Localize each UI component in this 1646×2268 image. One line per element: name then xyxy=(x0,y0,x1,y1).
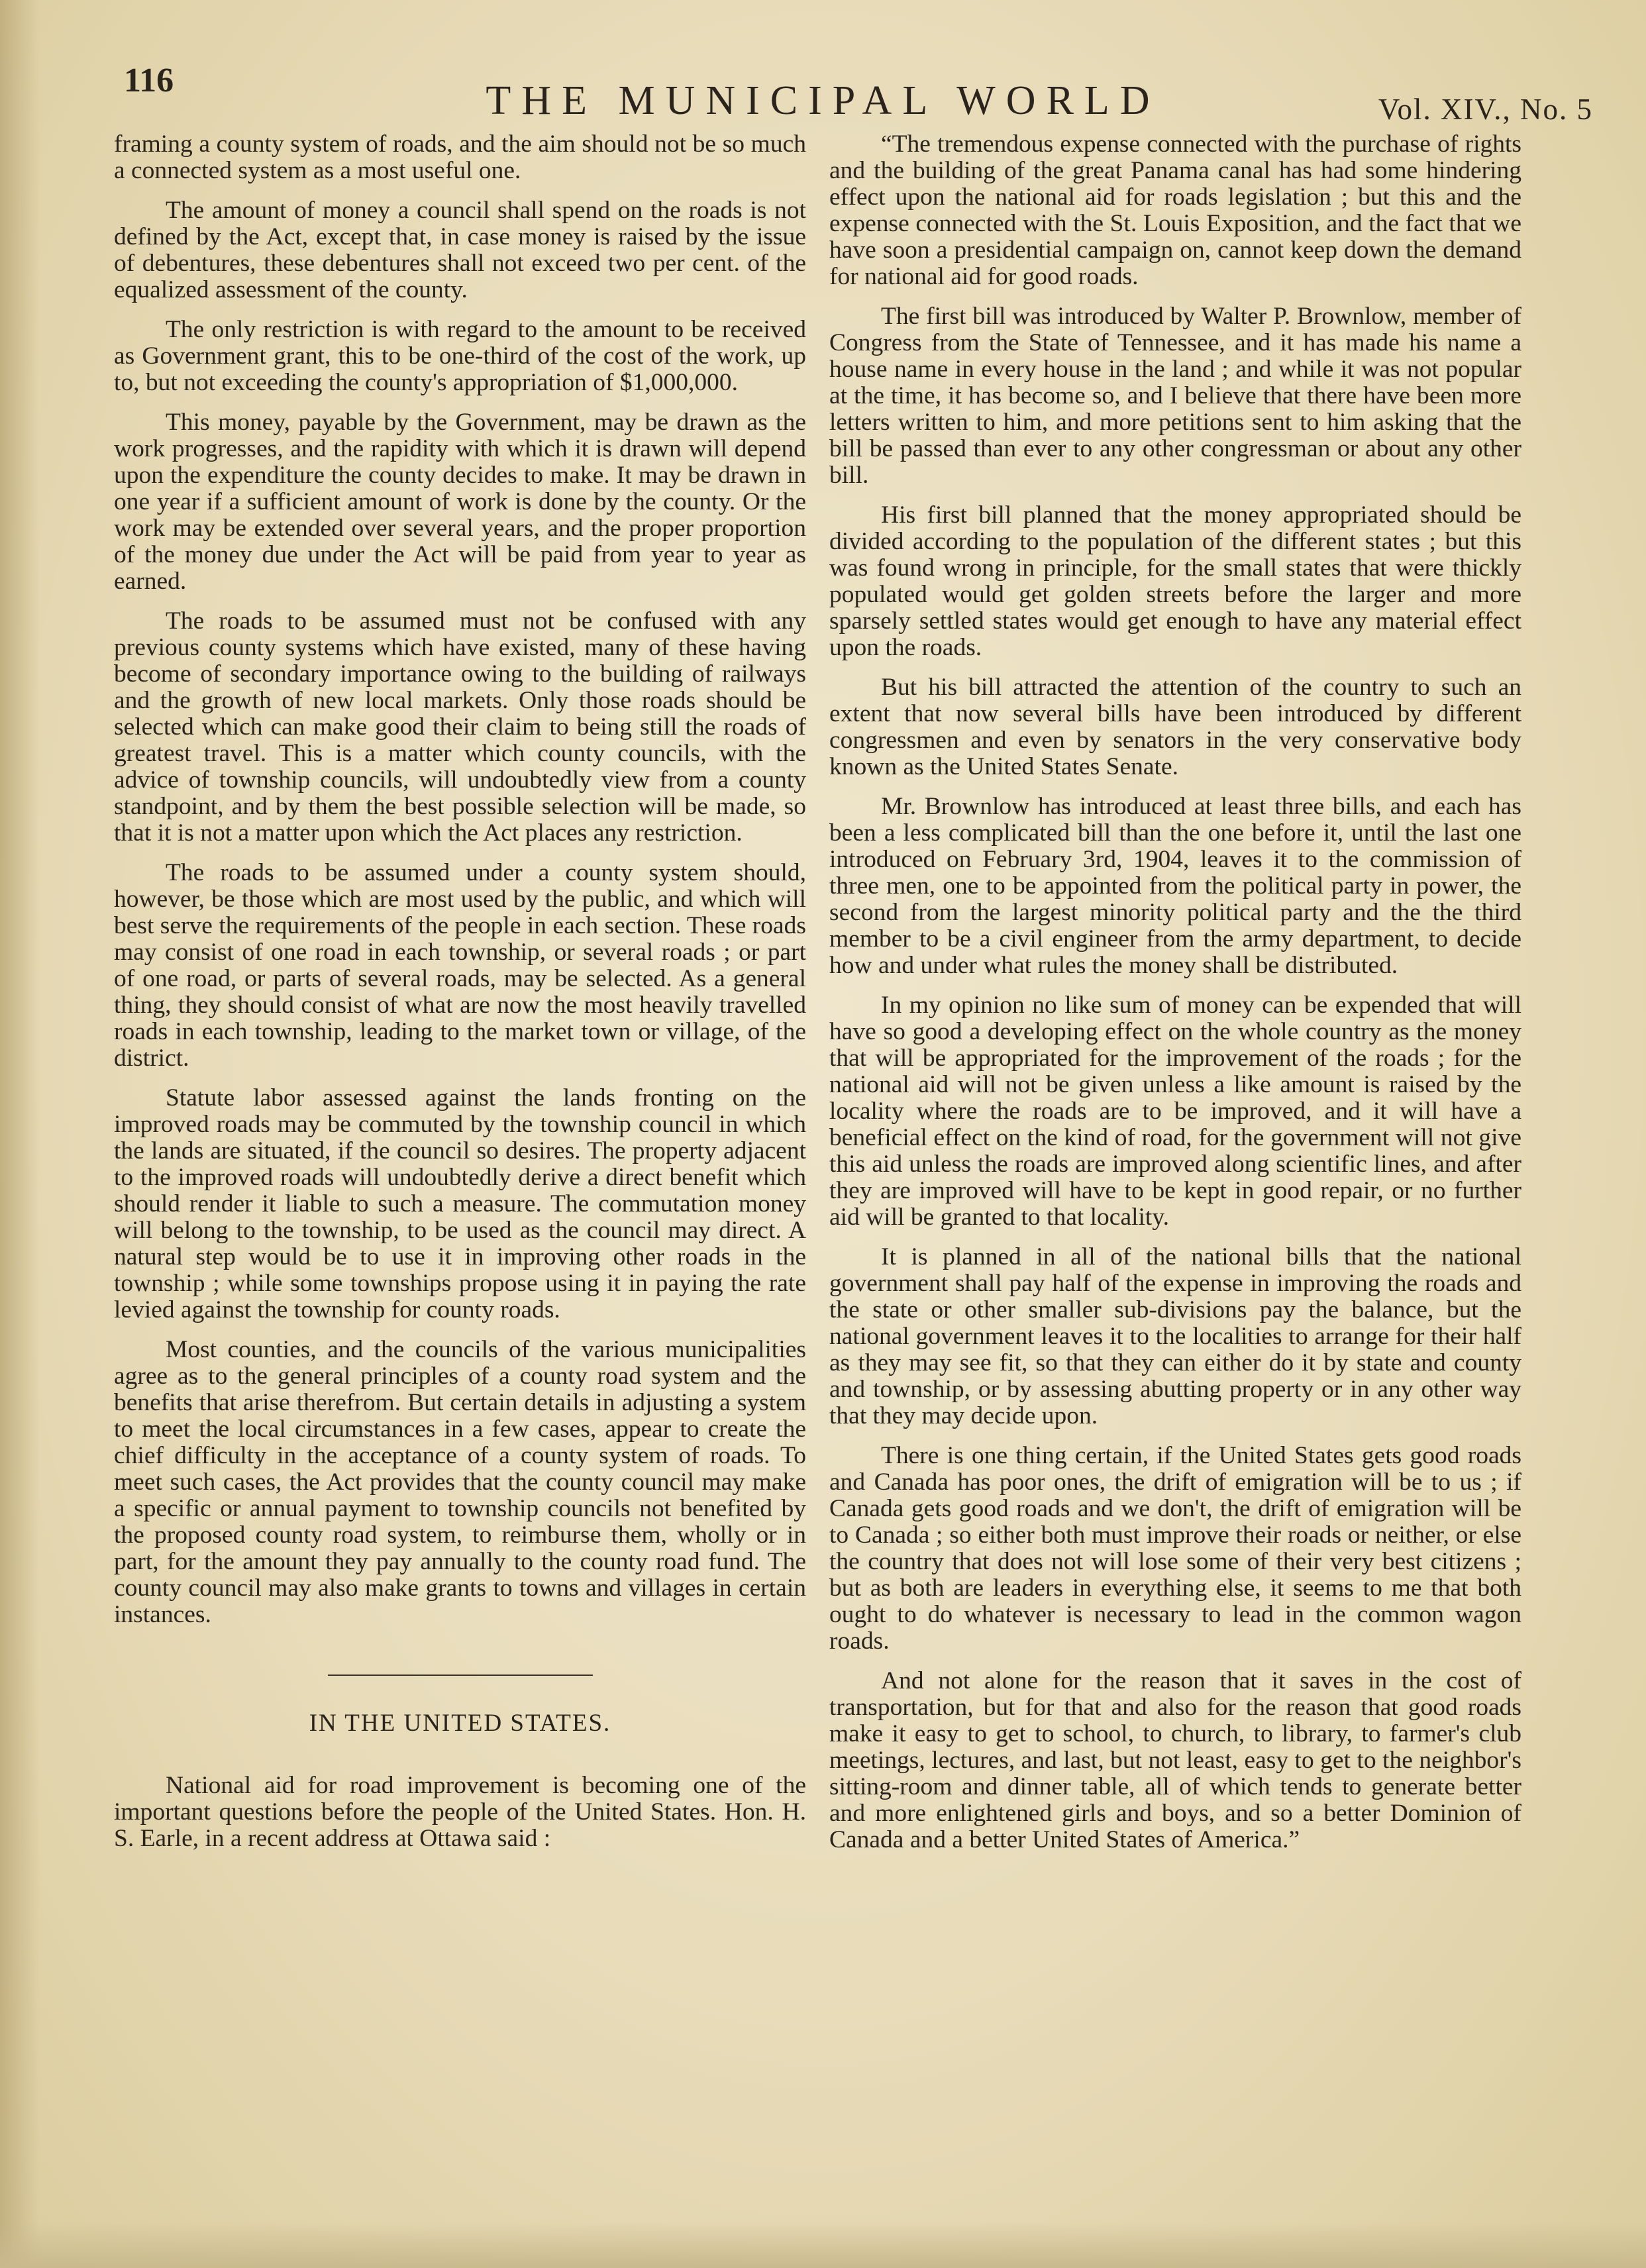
page-number: 116 xyxy=(124,62,174,99)
paragraph: There is one thing certain, if the United States gets good roads and Canada has poor ones, the drift of emigration will be to us ; if Canada gets good roads and we don't, the drift of emigration will be to Canada ; so either both must improve their roads or neither, or else the country that does not will lose some of their very best citizens ; but as both are leaders in everything else, it seems to me that both ought to do whatever is necessary to lead in the common wagon roads. xyxy=(829,1442,1521,1655)
left-column xyxy=(114,131,806,1865)
right-column xyxy=(829,131,1521,1867)
paragraph: Statute labor assessed against the lands fronting on the improved roads may be commuted by the township council in which the lands are situated, if the council so desires. The property adjacent to the improved roads will undoubtedly derive a direct benefit which should render it liable to such a measure. The commutation money will belong to the township, to be used as the council may direct. A natural step would be to use it in improving other roads in the township ; while some townships propose using it in paying the rate levied against the township for county roads. xyxy=(114,1084,806,1323)
section-heading: IN THE UNITED STATES. xyxy=(309,1710,611,1737)
running-title: THE MUNICIPAL WORLD xyxy=(486,78,1160,123)
paragraph: “The tremendous expense connected with the purchase of rights and the building of the great Panama canal has had some hindering effect upon the national aid for roads legislation ; but this and the expense connected with the St. Louis Exposition, and the fact that we have soon a presidential campaign on, cannot keep down the demand for national aid for good roads. xyxy=(829,130,1521,290)
paragraph: Most counties, and the councils of the various municipalities agree as to the general principles of a county road system and the benefits that arise therefrom. But certain details in adjusting a system to meet the local circumstances in a few cases, appear to create the chief difficulty in the acceptance of a county system of roads. To meet such cases, the Act provides that the county council may make a specific or annual payment to township councils not benefited by the proposed county road system, to reimburse them, wholly or in part, for the amount they pay annually to the county road fund. The county council may also make grants to towns and villages in certain instances. xyxy=(114,1336,806,1628)
paragraph: His first bill planned that the money appropriated should be divided according to the population of the different states ; but this was found wrong in principle, for the small states that were thickly populated would get golden streets before the larger and more sparsely settled states would get enough to have any material effect upon the roads. xyxy=(829,501,1521,661)
paragraph: The only restriction is with regard to the amount to be received as Government grant, this to be one-third of the cost of the work, up to, but not exceeding the county's appropriation of $1,000,000. xyxy=(114,316,806,396)
paragraph: Mr. Brownlow has introduced at least three bills, and each has been a less complicated bill than the one before it, until the last one introduced on February 3rd, 1904, leaves it to the commission of three men, one to be appointed from the political party in power, the second from the largest minority political party and the the third member to be a civil engineer from the army department, to decide how and under what rules the money shall be distributed. xyxy=(829,793,1521,979)
paragraph: And not alone for the reason that it saves in the cost of transportation, but for that and also for the reason that good roads make it easy to get to school, to church, to library, to farmer's club meetings, lectures, and last, but not least, easy to get to the neighbor's sitting-room and dinner table, all of which tends to generate better and more enlightened girls and boys, and so a better Dominion of Canada and a better United States of America.” xyxy=(829,1667,1521,1853)
paragraph: National aid for road improvement is becoming one of the important questions before the people of the United States. Hon. H. S. Earle, in a recent address at Ottawa said : xyxy=(114,1772,806,1852)
paragraph: framing a county system of roads, and the aim should not be so much a connected system as a most useful one. xyxy=(114,130,806,184)
paragraph: It is planned in all of the national bills that the national government shall pay half of the expense in improving the roads and the state or other smaller sub-divisions pay the balance, but the national government leaves it to the localities to arrange for their half as they may see fit, so that they can either do it by state and county and township, or by assessing abutting property or in any other way that they may decide upon. xyxy=(829,1243,1521,1429)
paragraph: This money, payable by the Government, may be drawn as the work progresses, and the rapidity with which it is drawn will depend upon the expenditure the county decides to make. It may be drawn in one year if a sufficient amount of work is done by the county. Or the work may be extended over several years, and the proper proportion of the money due under the Act will be paid from year to year as earned. xyxy=(114,409,806,595)
paragraph: But his bill attracted the attention of the country to such an extent that now several bills have been introduced by different congressmen and even by senators in the very conservative body known as the United States Senate. xyxy=(829,674,1521,780)
paragraph: The first bill was introduced by Walter P. Brownlow, member of Congress from the State of Tennessee, and it has made his name a house name in every house in the land ; and while it was not popular at the time, it has become so, and I believe that there have been more letters written to him, and more petitions sent to him asking that the bill be passed than ever to any other congressman or about any other bill. xyxy=(829,303,1521,489)
paragraph: In my opinion no like sum of money can be expended that will have so good a developing effect on the whole country as the money that will be appropriated for the improvement of the roads ; for the national aid will not be given unless a like amount is raised by the locality where the roads are to be improved, and it will have a beneficial effect on the kind of road, for the government will not give this aid unless the roads are improved along scientific lines, and after they are improved will have to be kept in good repair, or no further aid will be granted to that locality. xyxy=(829,992,1521,1231)
volume-number: Vol. XIV., No. 5 xyxy=(1378,93,1593,126)
paragraph: The amount of money a council shall spend on the roads is not defined by the Act, except that, in case money is raised by the issue of debentures, these debentures shall not exceed two per cent. of the equalized assessment of the county. xyxy=(114,197,806,303)
paragraph: The roads to be assumed under a county system should, however, be those which are most used by the public, and which will best serve the requirements of the people in each section. These roads may consist of one road in each township, or several roads ; or part of one road, or parts of several roads, may be selected. As a general thing, they should consist of what are now the most heavily travelled roads in each township, leading to the market town or village, of the district. xyxy=(114,859,806,1072)
section-divider xyxy=(328,1675,593,1676)
paragraph: The roads to be assumed must not be confused with any previous county systems which have existed, many of these having become of secondary importance owing to the building of railways and the growth of new local markets. Only those roads should be selected which can make good their claim to being still the roads of greatest travel. This is a matter which county councils, with the advice of township councils, will undoubtedly view from a county standpoint, and by them the best possible selection will be made, so that it is not a matter upon which the Act places any restriction. xyxy=(114,607,806,847)
